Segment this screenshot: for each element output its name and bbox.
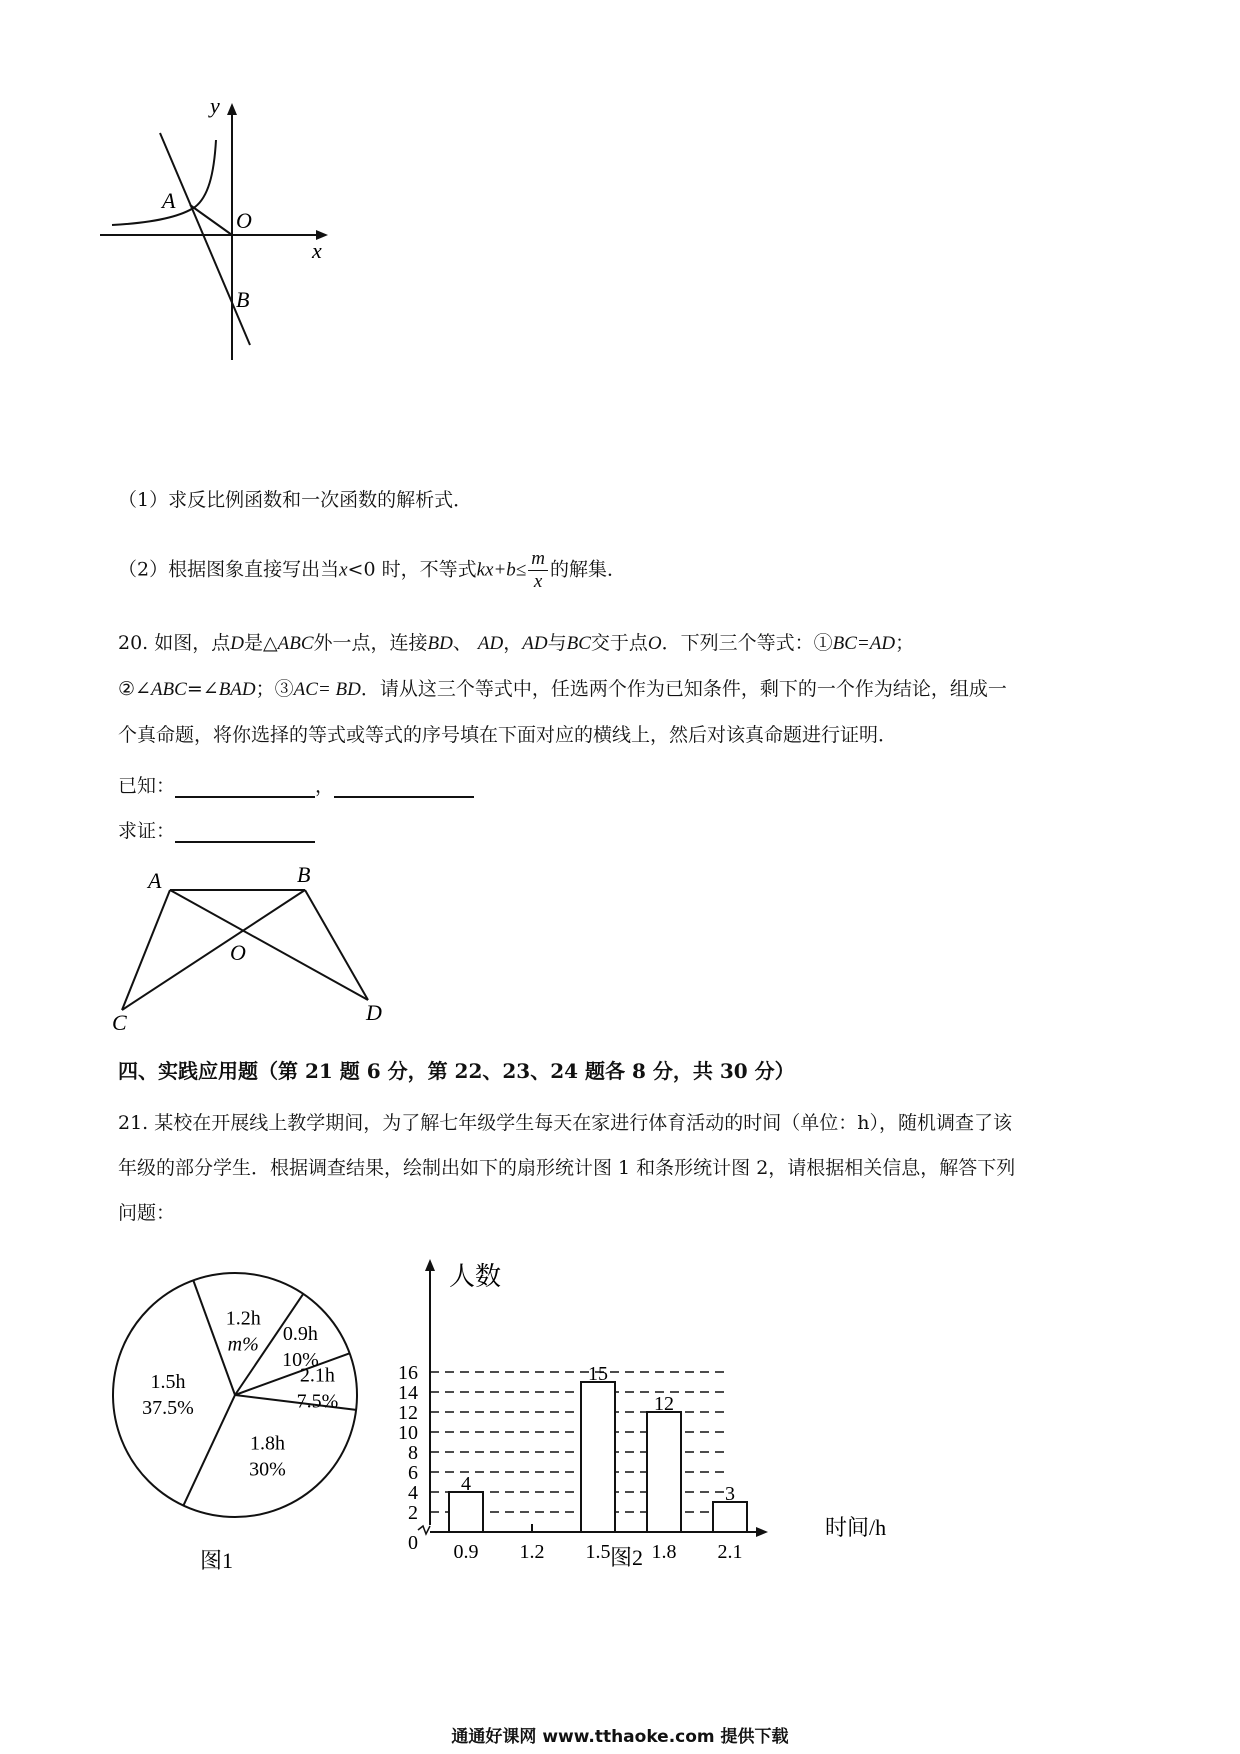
- known-label: 已知：: [118, 775, 176, 797]
- bar-ytick-label: 4: [408, 1482, 418, 1504]
- q19-part2-prefix: （2）根据图象直接写出当: [118, 558, 340, 581]
- q20-text: ；: [895, 632, 915, 654]
- q19-cond-var: x: [339, 559, 348, 581]
- point-B-label: B: [297, 862, 311, 887]
- axis-break-icon: [418, 1526, 430, 1534]
- pie-slice-percent: 7.5%: [296, 1390, 339, 1413]
- q21-line2: 年级的部分学生．根据调查结果，绘制出如下的扇形统计图 1 和条形统计图 2，请根据相关信息，解答下列: [118, 1157, 1016, 1179]
- y-label: y: [210, 95, 220, 118]
- bar-x-axis-arrow-icon: [756, 1527, 768, 1537]
- pie-chart: [100, 1250, 380, 1580]
- known-blank-1[interactable]: [175, 776, 315, 798]
- q20-var: ABC: [150, 679, 187, 700]
- bar-category-label: 1.2: [519, 1541, 545, 1563]
- q20-var: BC: [566, 633, 591, 654]
- q20-line3: 个真命题，将你选择的等式或等式的序号填在下面对应的横线上，然后对该真命题进行证明．: [118, 724, 898, 746]
- q20-text: 交于点: [590, 632, 648, 654]
- q19-fraction-numerator: m: [528, 548, 548, 571]
- q19-fraction-denominator: x: [533, 571, 543, 592]
- q20-text: ．请从这三个等式中，任选两个作为已知条件，剩下的一个作为结论，组成一: [360, 678, 1007, 700]
- section-4-heading: 四、实践应用题（第 21 题 6 分，第 22、23、24 题各 8 分，共 30 分）: [118, 1059, 795, 1083]
- bar-ytick-label: 8: [408, 1442, 418, 1464]
- point-O-label: O: [230, 940, 246, 965]
- q20-var: BAD: [218, 679, 256, 700]
- bar-data-label: 12: [654, 1393, 674, 1415]
- bar: [581, 1382, 615, 1532]
- known-comma: ，: [315, 775, 335, 797]
- bar-ytick-label: 14: [398, 1382, 418, 1404]
- point-C-label: C: [112, 1010, 127, 1035]
- pie-slice-label: 1.5h: [150, 1371, 186, 1394]
- bar-data-label: 15: [588, 1363, 608, 1385]
- pie-slice-label: 0.9h: [282, 1322, 318, 1345]
- pie-slice-label: 1.2h: [225, 1307, 261, 1330]
- q21-line1: 21. 某校在开展线上教学期间，为了解七年级学生每天在家进行体育活动的时间（单位：h），随机调查了该: [118, 1112, 1012, 1134]
- page-footer: 通通好课网 www.tthaoke.com 提供下载: [451, 1727, 789, 1747]
- bar: [647, 1412, 681, 1532]
- q20-var: ABC: [277, 633, 314, 654]
- bar-caption: 图2: [610, 1545, 644, 1570]
- linear-function-line: [160, 133, 250, 345]
- bar-category-label: 1.8: [651, 1541, 677, 1563]
- point-D-label: D: [366, 1000, 382, 1025]
- q20-equation-1: BC=AD: [832, 633, 896, 654]
- bar-chart: [395, 1255, 915, 1585]
- bar-category-label: 1.5: [585, 1541, 611, 1563]
- q20-known-row: [118, 773, 474, 799]
- q20-var: O: [647, 633, 662, 654]
- bar-ytick-label: 12: [398, 1402, 418, 1424]
- y-axis-arrow-icon: [227, 103, 237, 115]
- q20-figure: [110, 860, 400, 1035]
- bar-category-label: 0.9: [453, 1541, 479, 1563]
- x-label: x: [312, 238, 322, 263]
- bar-y-axis-arrow-icon: [425, 1259, 435, 1271]
- q20-text: ；③: [255, 678, 294, 700]
- q20-prove-row: [118, 818, 315, 844]
- q19-fraction: [528, 548, 548, 593]
- q20-text: =∠: [186, 678, 219, 700]
- q20-text: ②∠: [118, 678, 151, 700]
- bar-ytick-label: 16: [398, 1362, 418, 1384]
- bar: [713, 1502, 747, 1532]
- q21-line3: 问题：: [118, 1202, 176, 1224]
- q20-var: AD: [522, 633, 548, 654]
- q20-text: 20. 如图，点: [118, 632, 231, 654]
- q20-equation-3: AC= BD: [293, 679, 361, 700]
- pie-slice-label: 2.1h: [299, 1364, 335, 1387]
- q20-text: 外一点，连接: [313, 632, 428, 654]
- q20-var: AD: [477, 633, 504, 654]
- segment-AD: [170, 890, 368, 1000]
- point-B-label: B: [236, 287, 250, 312]
- q20-line1: [118, 630, 914, 657]
- known-blank-2[interactable]: [334, 776, 474, 798]
- q20-text: 是△: [244, 632, 278, 654]
- q20-var: D: [230, 633, 244, 654]
- q19-inequality: kx+b≤: [476, 559, 527, 581]
- q19-part1: （1）求反比例函数和一次函数的解析式．: [118, 489, 473, 511]
- q20-text: ．下列三个等式：①: [661, 632, 833, 654]
- segment-AC: [122, 890, 170, 1010]
- bar: [449, 1492, 483, 1532]
- pie-caption: 图1: [200, 1548, 234, 1573]
- prove-blank[interactable]: [175, 821, 315, 843]
- pie-slice-percent: 37.5%: [142, 1397, 194, 1420]
- bar-data-label: 4: [461, 1473, 471, 1495]
- prove-label: 求证：: [118, 820, 176, 842]
- pie-slice-percent: 30%: [249, 1458, 286, 1481]
- bar-category-label: 2.1: [717, 1541, 743, 1563]
- q19-part2-suffix: 的解集．: [549, 558, 626, 581]
- q20-text: 、: [452, 632, 472, 654]
- point-A-label: A: [162, 188, 176, 213]
- bar-ytick-label: 2: [408, 1502, 418, 1524]
- q19-part2: [118, 548, 626, 593]
- q19-figure: [100, 95, 360, 370]
- q20-text: 与: [547, 632, 567, 654]
- bar-xlabel: 时间/h: [825, 1515, 887, 1540]
- q19-cond-rest: <0 时，不等式: [347, 558, 477, 581]
- bar-ytick-label: 10: [398, 1422, 418, 1444]
- pie-slice-percent: 10%: [282, 1348, 319, 1371]
- bar-ytick-label: 0: [408, 1532, 418, 1554]
- point-O-label: O: [236, 208, 252, 233]
- q20-text: ，: [503, 632, 523, 654]
- bar-data-label: 3: [725, 1483, 735, 1505]
- pie-slice-label: 1.8h: [250, 1432, 285, 1455]
- q20-line2: [118, 676, 1007, 703]
- q20-var: BD: [427, 633, 453, 654]
- pie-slice-percent: m%: [227, 1333, 259, 1356]
- bar-ytick-label: 6: [408, 1462, 418, 1484]
- bar-ylabel: 人数: [449, 1262, 502, 1291]
- point-A-label: A: [148, 868, 162, 893]
